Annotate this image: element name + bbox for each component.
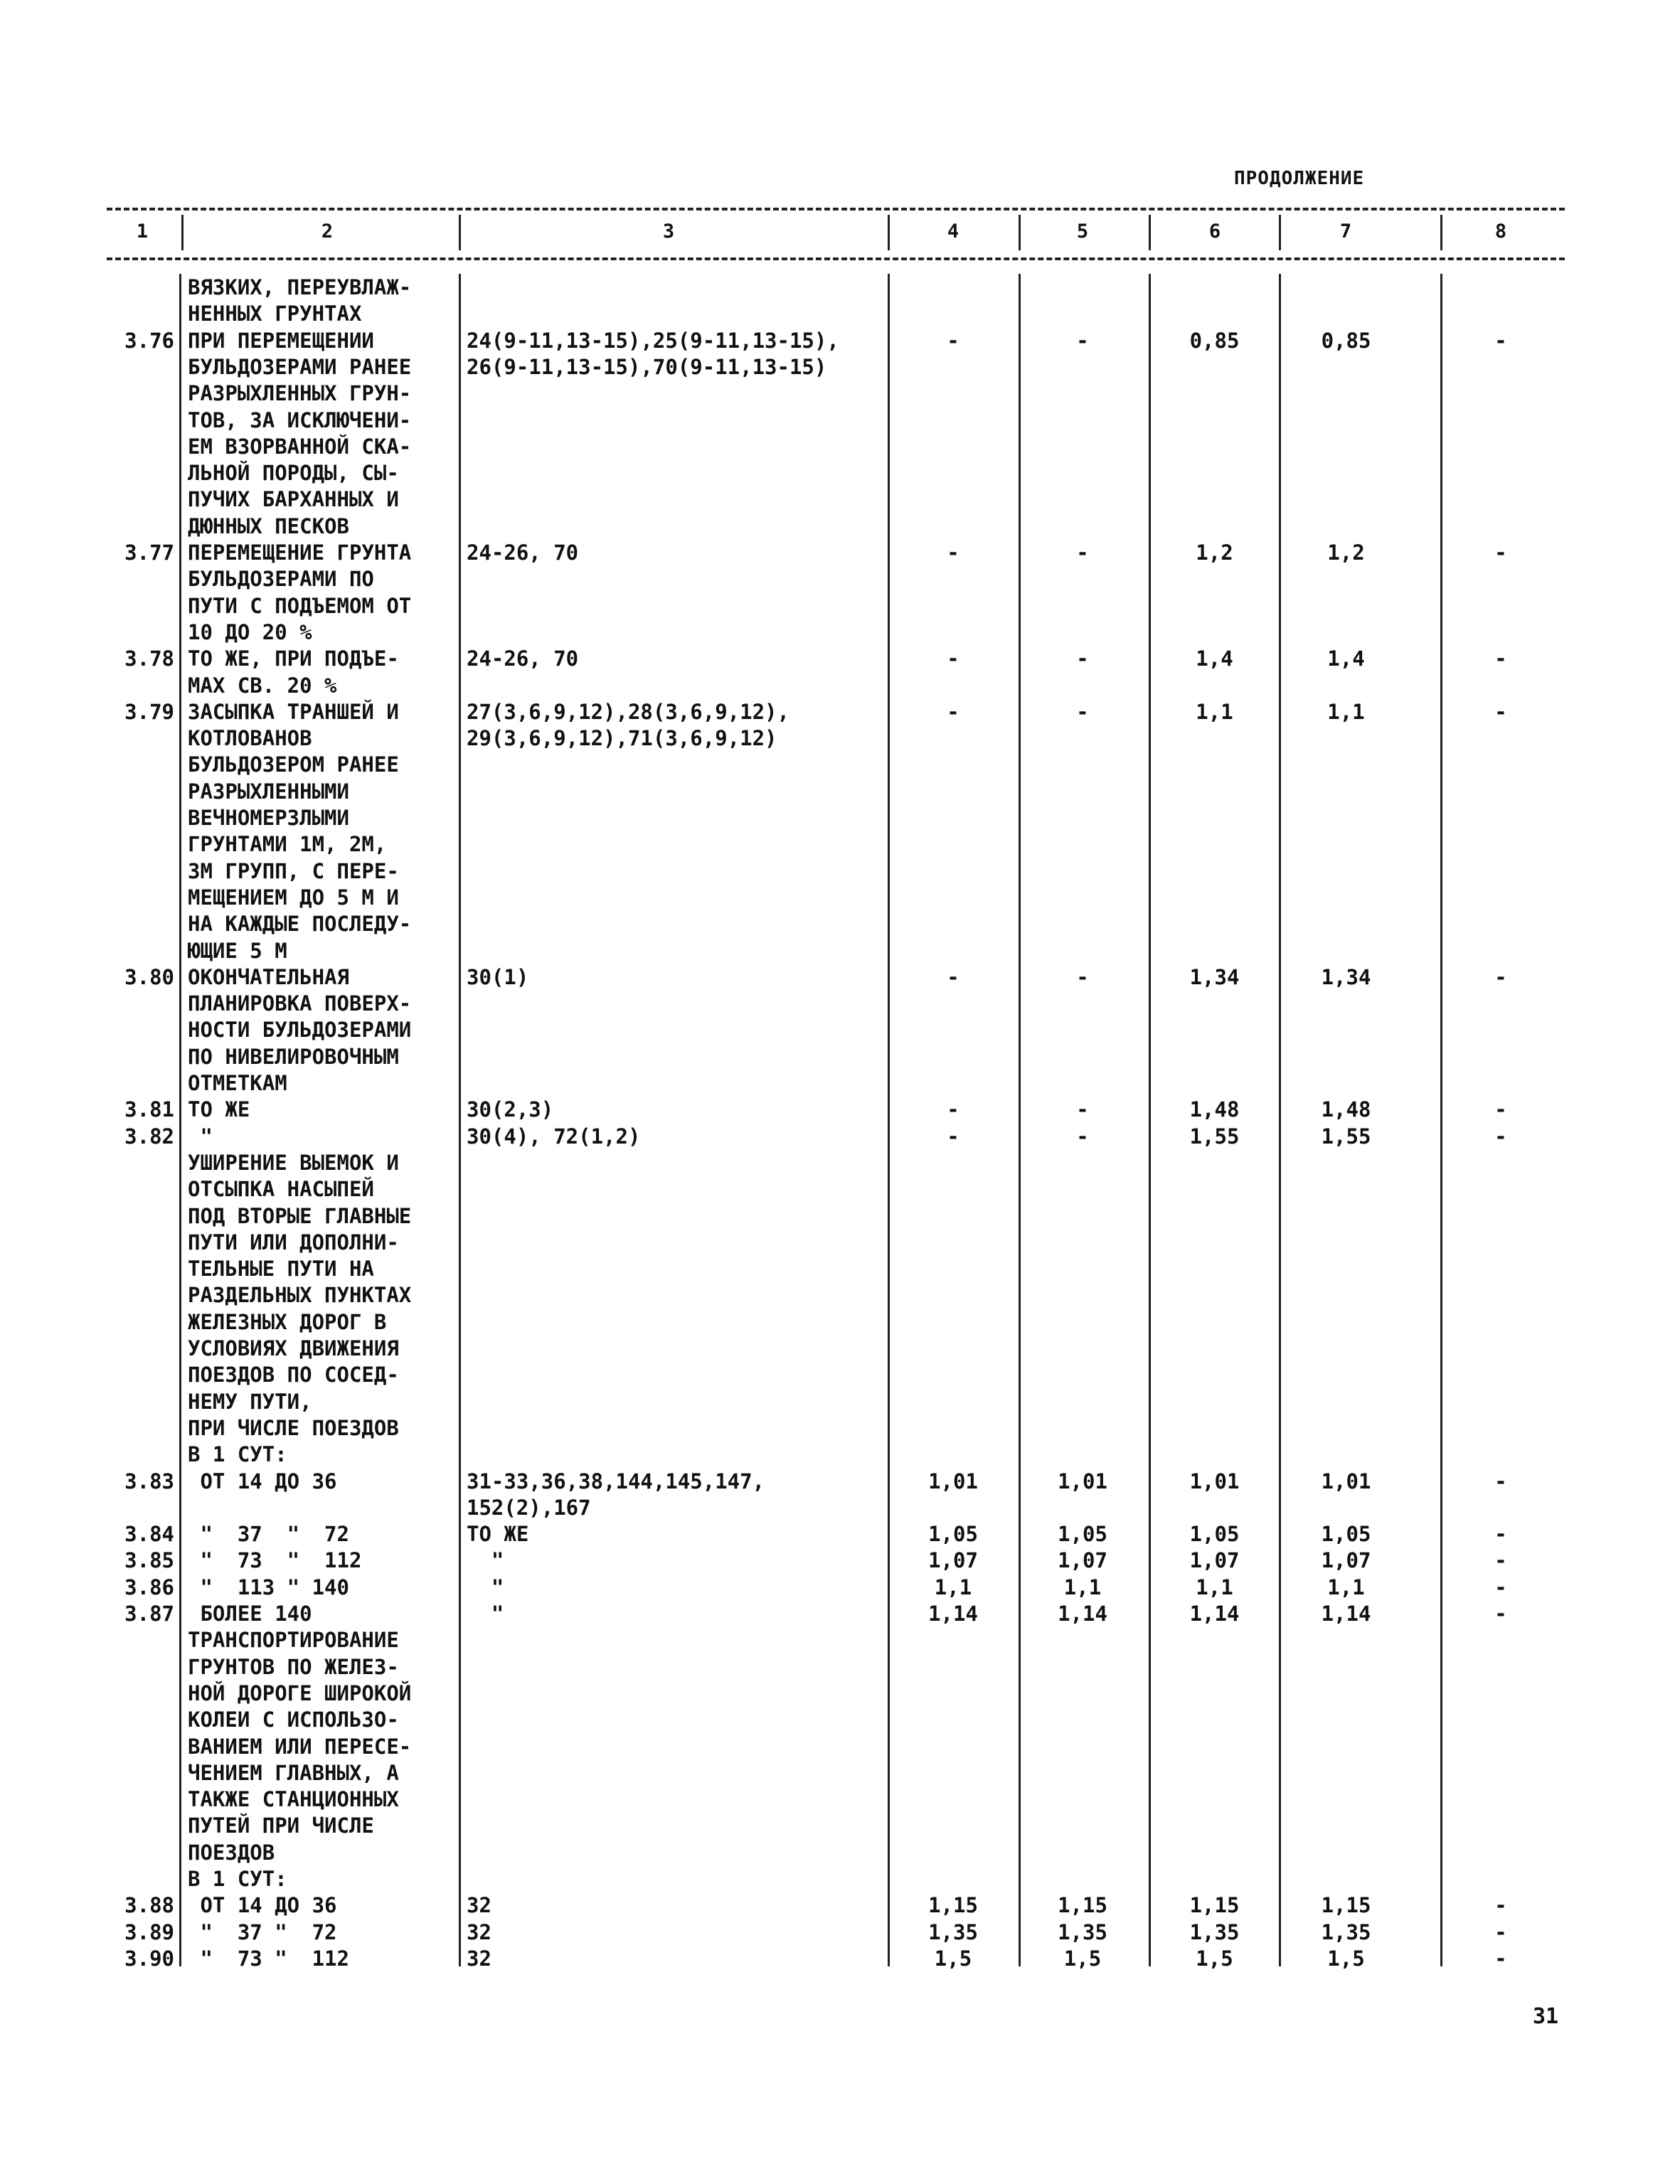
item-number: 3.79: [124, 699, 174, 724]
table-row: [0, 831, 1680, 858]
value-col-7: 1,2: [1327, 540, 1365, 565]
item-number: 3.81: [124, 1097, 174, 1122]
table-row: [0, 301, 1680, 327]
table-row: [0, 1176, 1680, 1203]
value-col-8: -: [1494, 328, 1507, 353]
table-row: [0, 1150, 1680, 1176]
table-row: [0, 1097, 1680, 1123]
description: В 1 СУТ:: [188, 1867, 287, 1891]
value-col-7: 1,4: [1327, 646, 1365, 671]
table-row: [0, 805, 1680, 831]
item-number: 3.85: [124, 1548, 174, 1573]
table-row: [0, 486, 1680, 513]
description: В 1 СУТ:: [188, 1442, 287, 1467]
reference-codes: 29(3,6,9,12),71(3,6,9,12): [467, 726, 777, 751]
value-col-5: -: [1076, 646, 1089, 671]
table-row: [0, 354, 1680, 380]
value-col-4: -: [947, 1097, 959, 1122]
column-header-5: 5: [1076, 220, 1089, 243]
table-row: [0, 619, 1680, 646]
header-separator-1: [181, 215, 184, 250]
value-col-8: -: [1494, 1124, 1507, 1149]
value-col-8: -: [1494, 964, 1507, 989]
description: ПУТИ С ПОДЪЕМОМ ОТ: [188, 593, 412, 618]
header-separator-7: [1440, 215, 1442, 250]
description: 3М ГРУПП, С ПЕРЕ-: [188, 858, 399, 883]
description: НЕМУ ПУТИ,: [188, 1389, 312, 1414]
reference-codes: 27(3,6,9,12),28(3,6,9,12),: [467, 699, 790, 724]
table-row: [0, 1230, 1680, 1256]
table-row: [0, 380, 1680, 407]
reference-codes: 30(2,3): [467, 1097, 554, 1122]
description: ЗАСЫПКА ТРАНШЕЙ И: [188, 699, 399, 724]
page-number: 31: [1533, 2004, 1559, 2029]
value-col-8: -: [1494, 1522, 1507, 1547]
value-col-5: -: [1076, 699, 1089, 724]
value-col-7: 1,05: [1321, 1522, 1371, 1547]
value-col-4: -: [947, 1124, 959, 1149]
value-col-6: 1,15: [1189, 1893, 1240, 1918]
value-col-4: 1,07: [928, 1548, 978, 1573]
table-row: [0, 1521, 1680, 1548]
description: ОКОНЧАТЕЛЬНАЯ: [188, 964, 349, 989]
description: ГРУНТАМИ 1М, 2М,: [188, 832, 387, 857]
value-col-7: 1,34: [1321, 964, 1371, 989]
table-row: [0, 1946, 1680, 1972]
value-col-5: 1,05: [1058, 1522, 1107, 1547]
table-row: [0, 1654, 1680, 1680]
value-col-6: 1,5: [1196, 1946, 1233, 1971]
value-col-8: -: [1494, 1946, 1507, 1971]
table-row: [0, 1469, 1680, 1495]
column-header-2: 2: [321, 220, 334, 243]
table-row: [0, 779, 1680, 805]
description: ПО НИВЕЛИРОВОЧНЫМ: [188, 1044, 399, 1069]
table-row: [0, 434, 1680, 460]
description: " 37 " 72: [188, 1522, 349, 1547]
header-separator-6: [1279, 215, 1281, 250]
table-row: [0, 991, 1680, 1017]
reference-codes: 31-33,36,38,144,145,147,: [467, 1469, 765, 1493]
value-col-6: 1,1: [1196, 699, 1233, 724]
table-row: [0, 938, 1680, 964]
description: НЕННЫХ ГРУНТАХ: [188, 302, 362, 326]
item-number: 3.78: [124, 646, 174, 671]
table-row: [0, 646, 1680, 672]
value-col-6: 1,07: [1189, 1548, 1240, 1573]
header-separator-4: [1019, 215, 1021, 250]
table-row: [0, 1813, 1680, 1839]
value-col-4: -: [947, 646, 959, 671]
description: НА КАЖДЫЕ ПОСЛЕДУ-: [188, 912, 412, 937]
value-col-5: 1,01: [1058, 1469, 1107, 1493]
value-col-6: 1,4: [1196, 646, 1233, 671]
table-row: [0, 1362, 1680, 1388]
description: ОТ 14 ДО 36: [188, 1469, 337, 1493]
description: ТАКЖЕ СТАНЦИОННЫХ: [188, 1787, 399, 1812]
value-col-5: 1,15: [1058, 1893, 1107, 1918]
description: ПОД ВТОРЫЕ ГЛАВНЫЕ: [188, 1203, 412, 1228]
value-col-6: 1,48: [1189, 1097, 1240, 1122]
reference-codes: 30(4), 72(1,2): [467, 1124, 641, 1149]
table-row: [0, 1548, 1680, 1574]
table-row: [0, 540, 1680, 566]
reference-codes: ": [467, 1602, 504, 1626]
value-col-5: 1,07: [1058, 1548, 1107, 1573]
item-number: 3.80: [124, 964, 174, 989]
value-col-8: -: [1494, 1097, 1507, 1122]
value-col-5: 1,5: [1063, 1946, 1102, 1971]
value-col-5: -: [1076, 540, 1089, 565]
table-row: [0, 752, 1680, 778]
column-header-7: 7: [1339, 220, 1352, 243]
description: РАЗРЫХЛЕННЫХ ГРУН-: [188, 381, 412, 406]
description: ПОЕЗДОВ: [188, 1840, 275, 1865]
value-col-7: 1,55: [1321, 1124, 1371, 1149]
value-col-6: 1,35: [1189, 1919, 1240, 1944]
table-row: [0, 699, 1680, 725]
reference-codes: 152(2),167: [467, 1495, 591, 1520]
item-number: 3.88: [124, 1893, 174, 1918]
description: ЧЕНИЕМ ГЛАВНЫХ, А: [188, 1760, 399, 1785]
item-number: 3.82: [124, 1124, 174, 1149]
reference-codes: 32: [467, 1893, 491, 1918]
value-col-7: 1,14: [1321, 1602, 1371, 1626]
description: ВЯЗКИХ, ПЕРЕУВЛАЖ-: [188, 275, 412, 299]
value-col-8: -: [1494, 1602, 1507, 1626]
value-col-7: 1,01: [1321, 1469, 1371, 1493]
description: ЛЬНОЙ ПОРОДЫ, СЫ-: [188, 461, 399, 486]
value-col-4: 1,1: [934, 1575, 972, 1599]
table-row: [0, 673, 1680, 699]
table-row: [0, 964, 1680, 991]
column-header-8: 8: [1494, 220, 1507, 243]
description: ВАНИЕМ ИЛИ ПЕРЕСЕ-: [188, 1734, 412, 1759]
table-row: [0, 1840, 1680, 1866]
table-row: [0, 407, 1680, 434]
table-row: [0, 1442, 1680, 1468]
item-number: 3.90: [124, 1946, 174, 1971]
table-row: [0, 1866, 1680, 1892]
description: ": [188, 1124, 213, 1149]
description: РАЗРЫХЛЕННЫМИ: [188, 779, 349, 804]
value-col-6: 0,85: [1189, 328, 1240, 353]
item-number: 3.76: [124, 328, 174, 353]
description: ТОВ, ЗА ИСКЛЮЧЕНИ-: [188, 407, 412, 432]
description: НОСТИ БУЛЬДОЗЕРАМИ: [188, 1018, 412, 1043]
description: ДЮННЫХ ПЕСКОВ: [188, 513, 349, 538]
value-col-4: 1,5: [934, 1946, 972, 1971]
value-col-4: -: [947, 540, 959, 565]
value-col-6: 1,1: [1196, 1575, 1233, 1599]
value-col-7: 1,5: [1327, 1946, 1365, 1971]
reference-codes: 26(9-11,13-15),70(9-11,13-15): [467, 354, 827, 379]
description: МАХ СВ. 20 %: [188, 673, 337, 698]
table-row: [0, 911, 1680, 937]
table-row: [0, 1017, 1680, 1043]
value-col-5: 1,35: [1058, 1919, 1107, 1944]
description: " 37 " 72: [188, 1919, 337, 1944]
value-col-6: 1,05: [1189, 1522, 1240, 1547]
description: БУЛЬДОЗЕРОМ РАНЕЕ: [188, 752, 399, 777]
description: ОТМЕТКАМ: [188, 1071, 287, 1095]
table-row: [0, 1919, 1680, 1946]
value-col-4: -: [947, 964, 959, 989]
description: ПЕРЕМЕЩЕНИЕ ГРУНТА: [188, 540, 412, 565]
item-number: 3.86: [124, 1575, 174, 1599]
value-col-5: -: [1076, 964, 1089, 989]
description: ПЛАНИРОВКА ПОВЕРХ-: [188, 991, 412, 1016]
table-row: [0, 1680, 1680, 1707]
value-col-4: -: [947, 699, 959, 724]
value-col-5: -: [1076, 328, 1089, 353]
value-col-7: 1,1: [1327, 1575, 1365, 1599]
value-col-7: 1,1: [1327, 699, 1365, 724]
description: ЮЩИЕ 5 М: [188, 938, 287, 963]
table-row: [0, 858, 1680, 885]
table-row: [0, 460, 1680, 486]
table-row: [0, 1892, 1680, 1919]
description: 10 ДО 20 %: [188, 619, 312, 644]
column-header-1: 1: [136, 220, 149, 243]
reference-codes: 32: [467, 1946, 491, 1971]
description: ПОЕЗДОВ ПО СОСЕД-: [188, 1363, 399, 1387]
column-header-4: 4: [947, 220, 959, 243]
table-row: [0, 725, 1680, 752]
value-col-4: -: [947, 328, 959, 353]
description: ГРУНТОВ ПО ЖЕЛЕЗ-: [188, 1654, 399, 1679]
description: ТЕЛЬНЫЕ ПУТИ НА: [188, 1257, 374, 1282]
value-col-8: -: [1494, 699, 1507, 724]
page-heading: ПРОДОЛЖЕНИЕ: [1234, 168, 1365, 189]
value-col-4: 1,14: [928, 1602, 978, 1626]
value-col-7: 1,48: [1321, 1097, 1371, 1122]
item-number: 3.84: [124, 1522, 174, 1547]
value-col-7: 1,07: [1321, 1548, 1371, 1573]
table-row: [0, 1734, 1680, 1760]
description: КОТЛОВАНОВ: [188, 726, 312, 751]
value-col-5: -: [1076, 1097, 1089, 1122]
table-row: [0, 1415, 1680, 1442]
table-row: [0, 566, 1680, 592]
table-row: [0, 328, 1680, 354]
table-row: [0, 885, 1680, 911]
table-row: [0, 1044, 1680, 1070]
description: ПРИ ЧИСЛЕ ПОЕЗДОВ: [188, 1415, 399, 1440]
table-row: [0, 1070, 1680, 1097]
reference-codes: 24-26, 70: [467, 540, 579, 565]
description: УСЛОВИЯХ ДВИЖЕНИЯ: [188, 1336, 399, 1360]
description: ОТСЫПКА НАСЫПЕЙ: [188, 1177, 374, 1202]
description: ПУТЕЙ ПРИ ЧИСЛЕ: [188, 1813, 374, 1838]
value-col-7: 1,35: [1321, 1919, 1371, 1944]
description: ТРАНСПОРТИРОВАНИЕ: [188, 1628, 399, 1653]
table-row: [0, 1760, 1680, 1786]
item-number: 3.87: [124, 1602, 174, 1626]
value-col-6: 1,34: [1189, 964, 1240, 989]
header-separator-3: [888, 215, 890, 250]
header-rule-top: [107, 208, 1565, 211]
reference-codes: 30(1): [467, 964, 529, 989]
table-row: [0, 1336, 1680, 1362]
table-row: [0, 1575, 1680, 1601]
value-col-4: 1,05: [928, 1522, 978, 1547]
header-separator-5: [1149, 215, 1151, 250]
table-row: [0, 1627, 1680, 1653]
table-row: [0, 1203, 1680, 1230]
value-col-8: -: [1494, 646, 1507, 671]
value-col-5: 1,1: [1063, 1575, 1102, 1599]
description: ТО ЖЕ, ПРИ ПОДЪЕ-: [188, 646, 399, 671]
description: УШИРЕНИЕ ВЫЕМОК И: [188, 1150, 399, 1175]
value-col-8: -: [1494, 1893, 1507, 1918]
header-separator-2: [459, 215, 461, 250]
table-row: [0, 1495, 1680, 1521]
description: БУЛЬДОЗЕРАМИ ПО: [188, 567, 374, 592]
column-header-6: 6: [1208, 220, 1221, 243]
description: ЕМ ВЗОРВАННОЙ СКА-: [188, 434, 412, 459]
description: КОЛЕИ С ИСПОЛЬЗО-: [188, 1708, 399, 1732]
value-col-6: 1,55: [1189, 1124, 1240, 1149]
description: НОЙ ДОРОГЕ ШИРОКОЙ: [188, 1680, 412, 1705]
table-row: [0, 1124, 1680, 1150]
value-col-6: 1,2: [1196, 540, 1233, 565]
reference-codes: 32: [467, 1919, 491, 1944]
table-row: [0, 1707, 1680, 1733]
description: ПУЧИХ БАРХАННЫХ И: [188, 487, 399, 512]
value-col-8: -: [1494, 540, 1507, 565]
value-col-8: -: [1494, 1919, 1507, 1944]
description: " 73 " 112: [188, 1946, 349, 1971]
table-row: [0, 513, 1680, 540]
table-row: [0, 1256, 1680, 1282]
column-header-3: 3: [662, 220, 675, 243]
item-number: 3.83: [124, 1469, 174, 1493]
value-col-7: 0,85: [1321, 328, 1371, 353]
table-row: [0, 1309, 1680, 1336]
value-col-4: 1,01: [928, 1469, 978, 1493]
table-row: [0, 1389, 1680, 1415]
value-col-8: -: [1494, 1469, 1507, 1493]
description: ЖЕЛЕЗНЫХ ДОРОГ В: [188, 1309, 387, 1334]
description: БОЛЕЕ 140: [188, 1602, 312, 1626]
description: ВЕЧНОМЕРЗЛЫМИ: [188, 806, 349, 830]
value-col-8: -: [1494, 1548, 1507, 1573]
item-number: 3.89: [124, 1919, 174, 1944]
value-col-5: 1,14: [1058, 1602, 1107, 1626]
header-rule-bottom: [107, 257, 1565, 260]
description: ПУТИ ИЛИ ДОПОЛНИ-: [188, 1230, 399, 1255]
reference-codes: 24(9-11,13-15),25(9-11,13-15),: [467, 328, 839, 353]
description: ТО ЖЕ: [188, 1097, 250, 1122]
description: " 73 " 112: [188, 1548, 362, 1573]
description: " 113 " 140: [188, 1575, 349, 1599]
table-row: [0, 1786, 1680, 1813]
description: МЕЩЕНИЕМ ДО 5 М И: [188, 885, 399, 910]
value-col-8: -: [1494, 1575, 1507, 1599]
table-row: [0, 1282, 1680, 1309]
description: БУЛЬДОЗЕРАМИ РАНЕЕ: [188, 354, 412, 379]
value-col-7: 1,15: [1321, 1893, 1371, 1918]
reference-codes: ": [467, 1575, 504, 1599]
value-col-6: 1,01: [1189, 1469, 1240, 1493]
description: ОТ 14 ДО 36: [188, 1893, 337, 1918]
reference-codes: ": [467, 1548, 504, 1573]
table-row: [0, 275, 1680, 301]
value-col-6: 1,14: [1189, 1602, 1240, 1626]
reference-codes: ТО ЖЕ: [467, 1522, 529, 1547]
table-row: [0, 1601, 1680, 1627]
value-col-4: 1,15: [928, 1893, 978, 1918]
description: РАЗДЕЛЬНЫХ ПУНКТАХ: [188, 1283, 412, 1308]
value-col-4: 1,35: [928, 1919, 978, 1944]
item-number: 3.77: [124, 540, 174, 565]
reference-codes: 24-26, 70: [467, 646, 579, 671]
table-row: [0, 593, 1680, 619]
value-col-5: -: [1076, 1124, 1089, 1149]
description: ПРИ ПЕРЕМЕЩЕНИИ: [188, 328, 374, 353]
